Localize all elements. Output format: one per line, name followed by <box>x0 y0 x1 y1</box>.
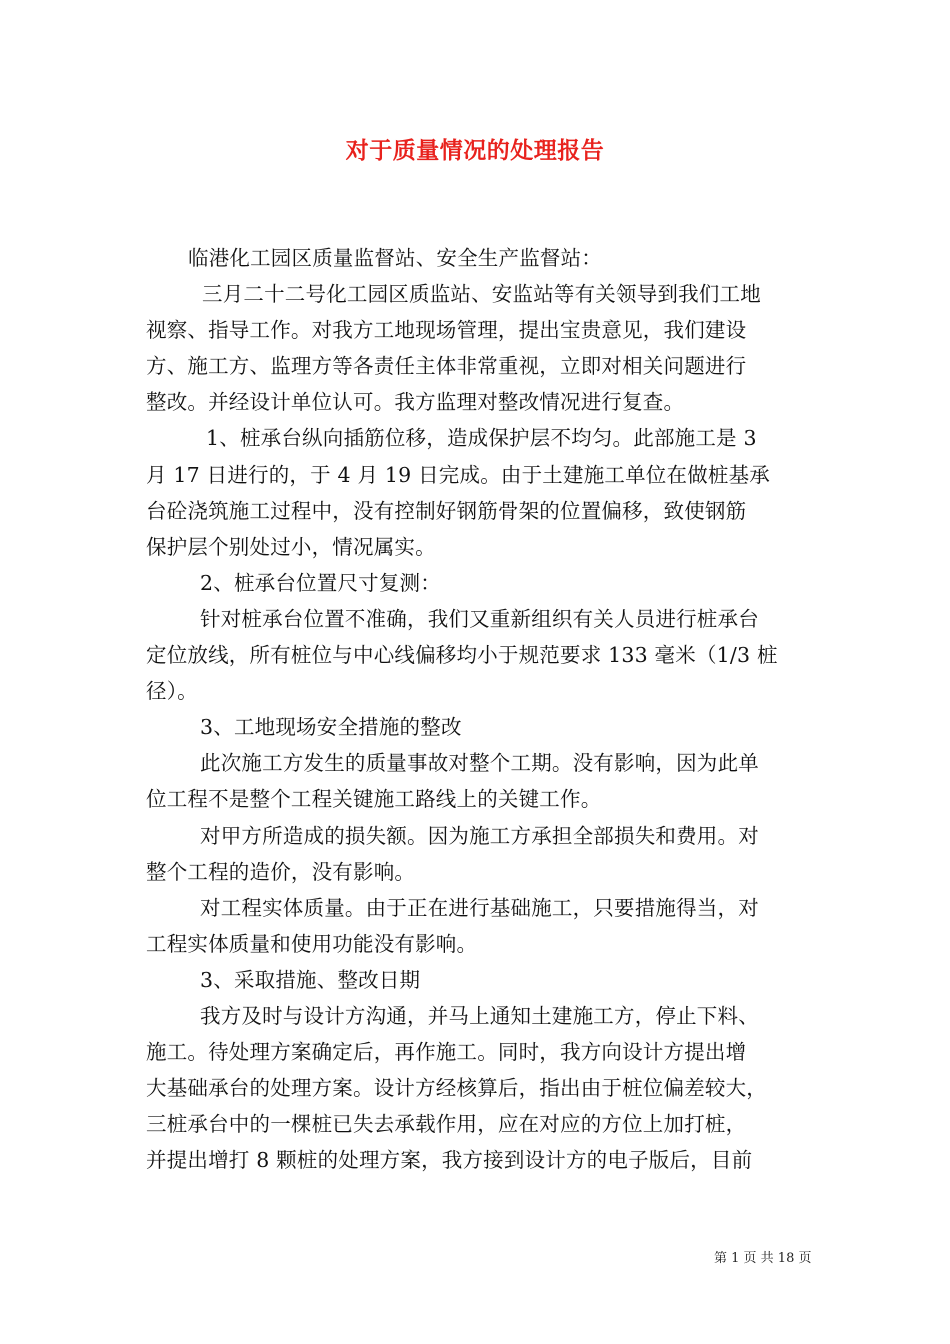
section-heading: 3、采取措施、整改日期 <box>200 967 421 992</box>
paragraph-line: 对工程实体质量。由于正在进行基础施工，只要措施得当，对 <box>200 895 759 920</box>
paragraph-line: 视察、指导工作。对我方工地现场管理，提出宝贵意见，我们建设 <box>146 318 747 343</box>
salutation-line: 临港化工园区质量监督站、安全生产监督站： <box>188 246 602 270</box>
paragraph-line: 位工程不是整个工程关键施工路线上的关键工作。 <box>146 787 602 812</box>
paragraph-line: 台砼浇筑施工过程中，没有控制好钢筋骨架的位置偏移，致使钢筋 <box>146 498 747 523</box>
paragraph-line: 我方及时与设计方沟通，并马上通知土建施工方，停止下料、 <box>200 1003 759 1028</box>
paragraph-line: 三桩承台中的一棵桩已失去承载作用，应在对应的方位上加打桩， <box>146 1112 747 1137</box>
paragraph-line: 1、桩承台纵向插筋位移，造成保护层不均匀。此部施工是 3 <box>206 426 757 451</box>
paragraph-line: 整改。并经设计单位认可。我方监理对整改情况进行复查。 <box>146 390 685 415</box>
paragraph-line: 对甲方所造成的损失额。因为施工方承担全部损失和费用。对 <box>200 823 759 848</box>
paragraph-line: 三月二十二号化工园区质监站、安监站等有关领导到我们工地 <box>202 282 761 307</box>
paragraph-line: 方、施工方、监理方等各责任主体非常重视，立即对相关问题进行 <box>146 354 747 379</box>
paragraph-line: 径）。 <box>146 679 198 704</box>
page-number-footer: 第 1 页 共 18 页 <box>714 1251 812 1266</box>
paragraph-line: 大基础承台的处理方案。设计方经核算后，指出由于桩位偏差较大， <box>146 1076 767 1101</box>
paragraph-line: 定位放线，所有桩位与中心线偏移均小于规范要求 133 毫米（1/3 桩 <box>146 643 778 668</box>
paragraph-line: 保护层个别处过小，情况属实。 <box>146 534 436 559</box>
paragraph-line: 施工。待处理方案确定后，再作施工。同时，我方向设计方提出增 <box>146 1040 747 1065</box>
page-title: 对于质量情况的处理报告 <box>345 137 605 164</box>
section-heading: 3、工地现场安全措施的整改 <box>200 715 462 740</box>
section-heading: 2、桩承台位置尺寸复测： <box>200 570 441 595</box>
paragraph-line: 工程实体质量和使用功能没有影响。 <box>146 931 478 956</box>
paragraph-line: 针对桩承台位置不准确，我们又重新组织有关人员进行桩承台 <box>200 606 759 631</box>
paragraph-line: 整个工程的造价，没有影响。 <box>146 859 416 884</box>
paragraph-line: 月 17 日进行的，于 4 月 19 日完成。由于土建施工单位在做桩基承 <box>146 462 771 487</box>
document-body <box>146 240 808 1178</box>
paragraph-line: 此次施工方发生的质量事故对整个工期。没有影响，因为此单 <box>200 751 759 776</box>
paragraph-line: 并提出增打 8 颗桩的处理方案，我方接到设计方的电子版后，目前 <box>146 1148 753 1173</box>
